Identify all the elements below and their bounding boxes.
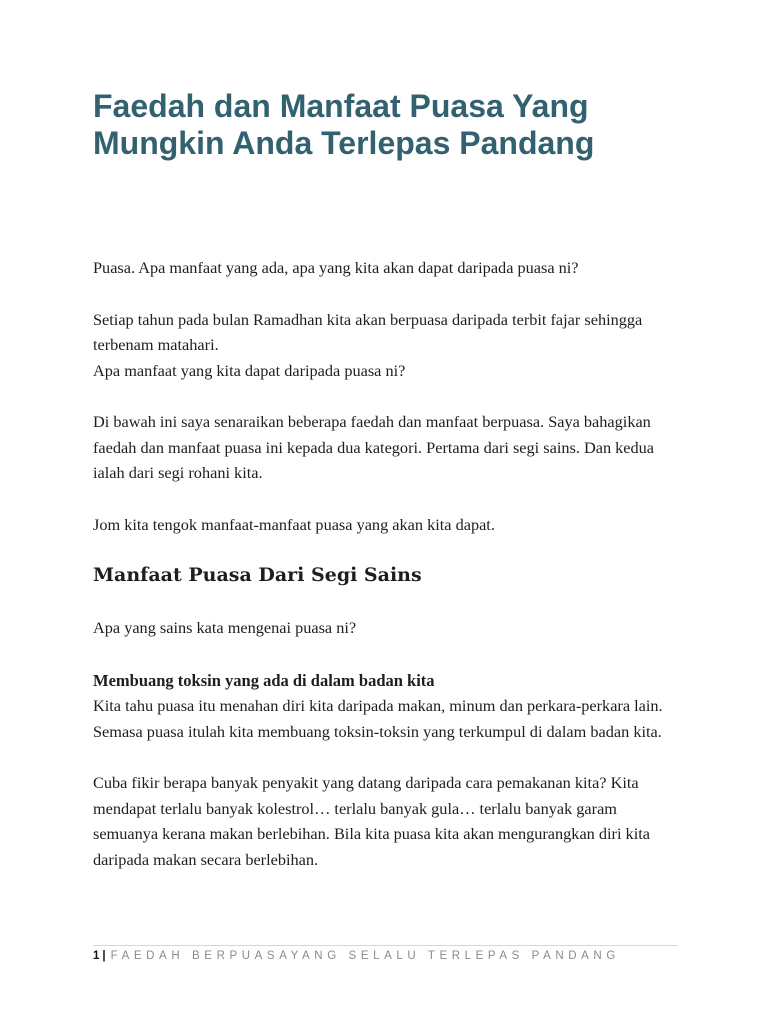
page-footer: [93, 945, 678, 964]
document-body: [93, 255, 683, 872]
document-page: [93, 0, 683, 1024]
footer-separator: |: [102, 950, 106, 962]
section-heading: Manfaat Puasa Dari Segi Sains: [93, 564, 422, 586]
paragraph-sains-question: Apa yang sains kata mengenai puasa ni?: [93, 618, 357, 637]
paragraph-ramadhan: Setiap tahun pada bulan Ramadhan kita akan berpuasa daripada terbit fajar sehingga terbenam matahari.: [93, 309, 643, 354]
paragraph-jom: Jom kita tengok manfaat-manfaat puasa yang akan kita dapat.: [93, 514, 495, 534]
paragraph-categories: Di bawah ini saya senaraikan beberapa faedah dan manfaat berpuasa. Saya bahagikan faedah dan manfaat puasa ini kepada dua kategori. Pertama dari segi sains. Dan kedua ialah dari segi rohani kita.: [93, 412, 655, 482]
footer-text: FAEDAH BERPUASAYANG SELALU TERLEPAS PANDANG: [110, 950, 620, 962]
page-number: 1: [93, 950, 100, 962]
paragraph-question: Apa manfaat yang kita dapat daripada puasa ni?: [93, 360, 406, 380]
sub-heading: Membuang toksin yang ada di dalam badan kita: [93, 670, 435, 690]
paragraph-penyakit: Cuba fikir berapa banyak penyakit yang datang daripada cara pemakanan kita? Kita mendapat terlalu banyak kolestrol… terlalu banyak gula… terlalu banyak garam semuanya kerana makan berlebihan. Bila kita puasa kita akan mengurangkan diri kita daripada makan secara berlebihan.: [93, 773, 650, 869]
document-title: Faedah dan Manfaat Puasa Yang Mungkin Anda Terlepas Pandang: [93, 88, 595, 161]
paragraph-toksin: Kita tahu puasa itu menahan diri kita daripada makan, minum dan perkara-perkara lain. Semasa puasa itulah kita membuang toksin-toksin yang terkumpul di dalam badan kita.: [93, 696, 663, 741]
paragraph-intro: Puasa. Apa manfaat yang ada, apa yang kita akan dapat daripada puasa ni?: [93, 258, 579, 277]
